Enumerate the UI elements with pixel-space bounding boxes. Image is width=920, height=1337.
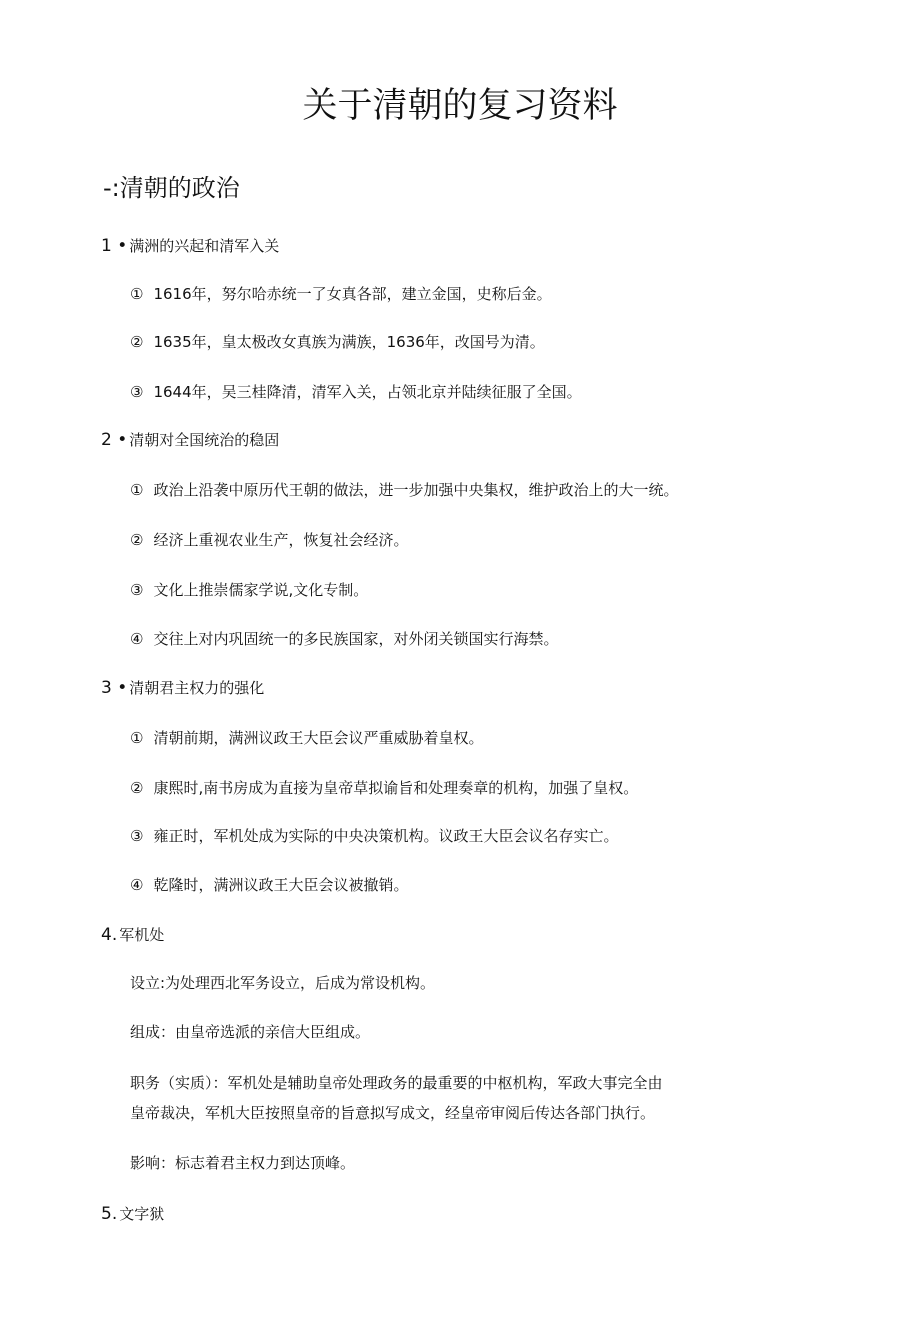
topic-heading [101,678,264,698]
item-mark: ③ [130,827,144,845]
topic-label: 军机处 [119,926,165,944]
item-text: 政治上沿袭中原历代王朝的做法，进一步加强中央集权，维护政治上的大一统。 [153,481,679,499]
topic-number: 2 • [101,430,128,450]
list-item [130,284,552,304]
item-mark: ① [130,285,144,303]
item-mark: ③ [130,581,144,599]
topic-label: 文字狱 [119,1205,165,1223]
topic-label: 清朝君主权力的强化 [129,679,265,697]
list-item [130,332,545,352]
item-text: 经济上重视农业生产，恢复社会经济。 [153,531,409,549]
paragraph: 影响：标志着君主权力到达顶峰。 [130,1154,356,1172]
item-mark: ② [130,333,144,351]
document-title: 关于清朝的复习资料 [302,86,618,126]
paragraph: 设立:为处理西北军务设立，后成为常设机构。 [130,974,436,992]
item-text: 文化上推崇儒家学说,文化专制。 [153,581,369,599]
item-text: 1644年，吴三桂降清，清军入关，占领北京并陆续征服了全国。 [153,383,582,401]
item-mark: ④ [130,630,144,648]
list-item [130,382,582,402]
item-text: 1616年，努尔哈赤统一了女真各部，建立金国，史称后金。 [153,285,552,303]
paragraph: 组成：由皇帝选派的亲信大臣组成。 [130,1023,371,1041]
topic-heading [101,1204,164,1224]
topic-heading [101,430,279,450]
list-item [130,580,368,600]
item-mark: ② [130,779,144,797]
item-mark: ① [130,481,144,499]
topic-number: 4. [101,925,118,945]
item-text: 乾隆时，满洲议政王大臣会议被撤销。 [153,876,409,894]
paragraph: 职务（实质）：军机处是辅助皇帝处理政务的最重要的中枢机构，军政大事完全由 [130,1074,663,1092]
item-mark: ① [130,729,144,747]
topic-number: 1 • [101,236,128,256]
item-text: 雍正时，军机处成为实际的中央决策机构。议政王大臣会议名存实亡。 [153,827,619,845]
list-item [130,778,638,798]
topic-number: 3 • [101,678,128,698]
paragraph: 皇帝裁决，军机大臣按照皇帝的旨意拟写成文，经皇帝审阅后传达各部门执行。 [130,1104,656,1122]
topic-heading [101,236,279,256]
topic-number: 5. [101,1204,118,1224]
list-item [130,875,408,895]
topic-label: 满洲的兴起和清军入关 [129,237,280,255]
list-item [130,728,483,748]
item-mark: ③ [130,383,144,401]
item-mark: ② [130,531,144,549]
section-heading: -:清朝的政治 [103,174,240,202]
list-item [130,480,678,500]
item-mark: ④ [130,876,144,894]
item-text: 清朝前期，满洲议政王大臣会议严重威胁着皇权。 [153,729,484,747]
item-text: 1635年，皇太极改女真族为满族，1636年，改国号为清。 [153,333,545,351]
topic-label: 清朝对全国统治的稳固 [129,431,280,449]
topic-heading [101,925,164,945]
item-text: 交往上对内巩固统一的多民族国家，对外闭关锁国实行海禁。 [153,630,559,648]
item-text: 康熙时,南书房成为直接为皇帝草拟谕旨和处理奏章的机构，加强了皇权。 [153,779,639,797]
list-item [130,530,408,550]
list-item [130,826,618,846]
list-item [130,629,558,649]
